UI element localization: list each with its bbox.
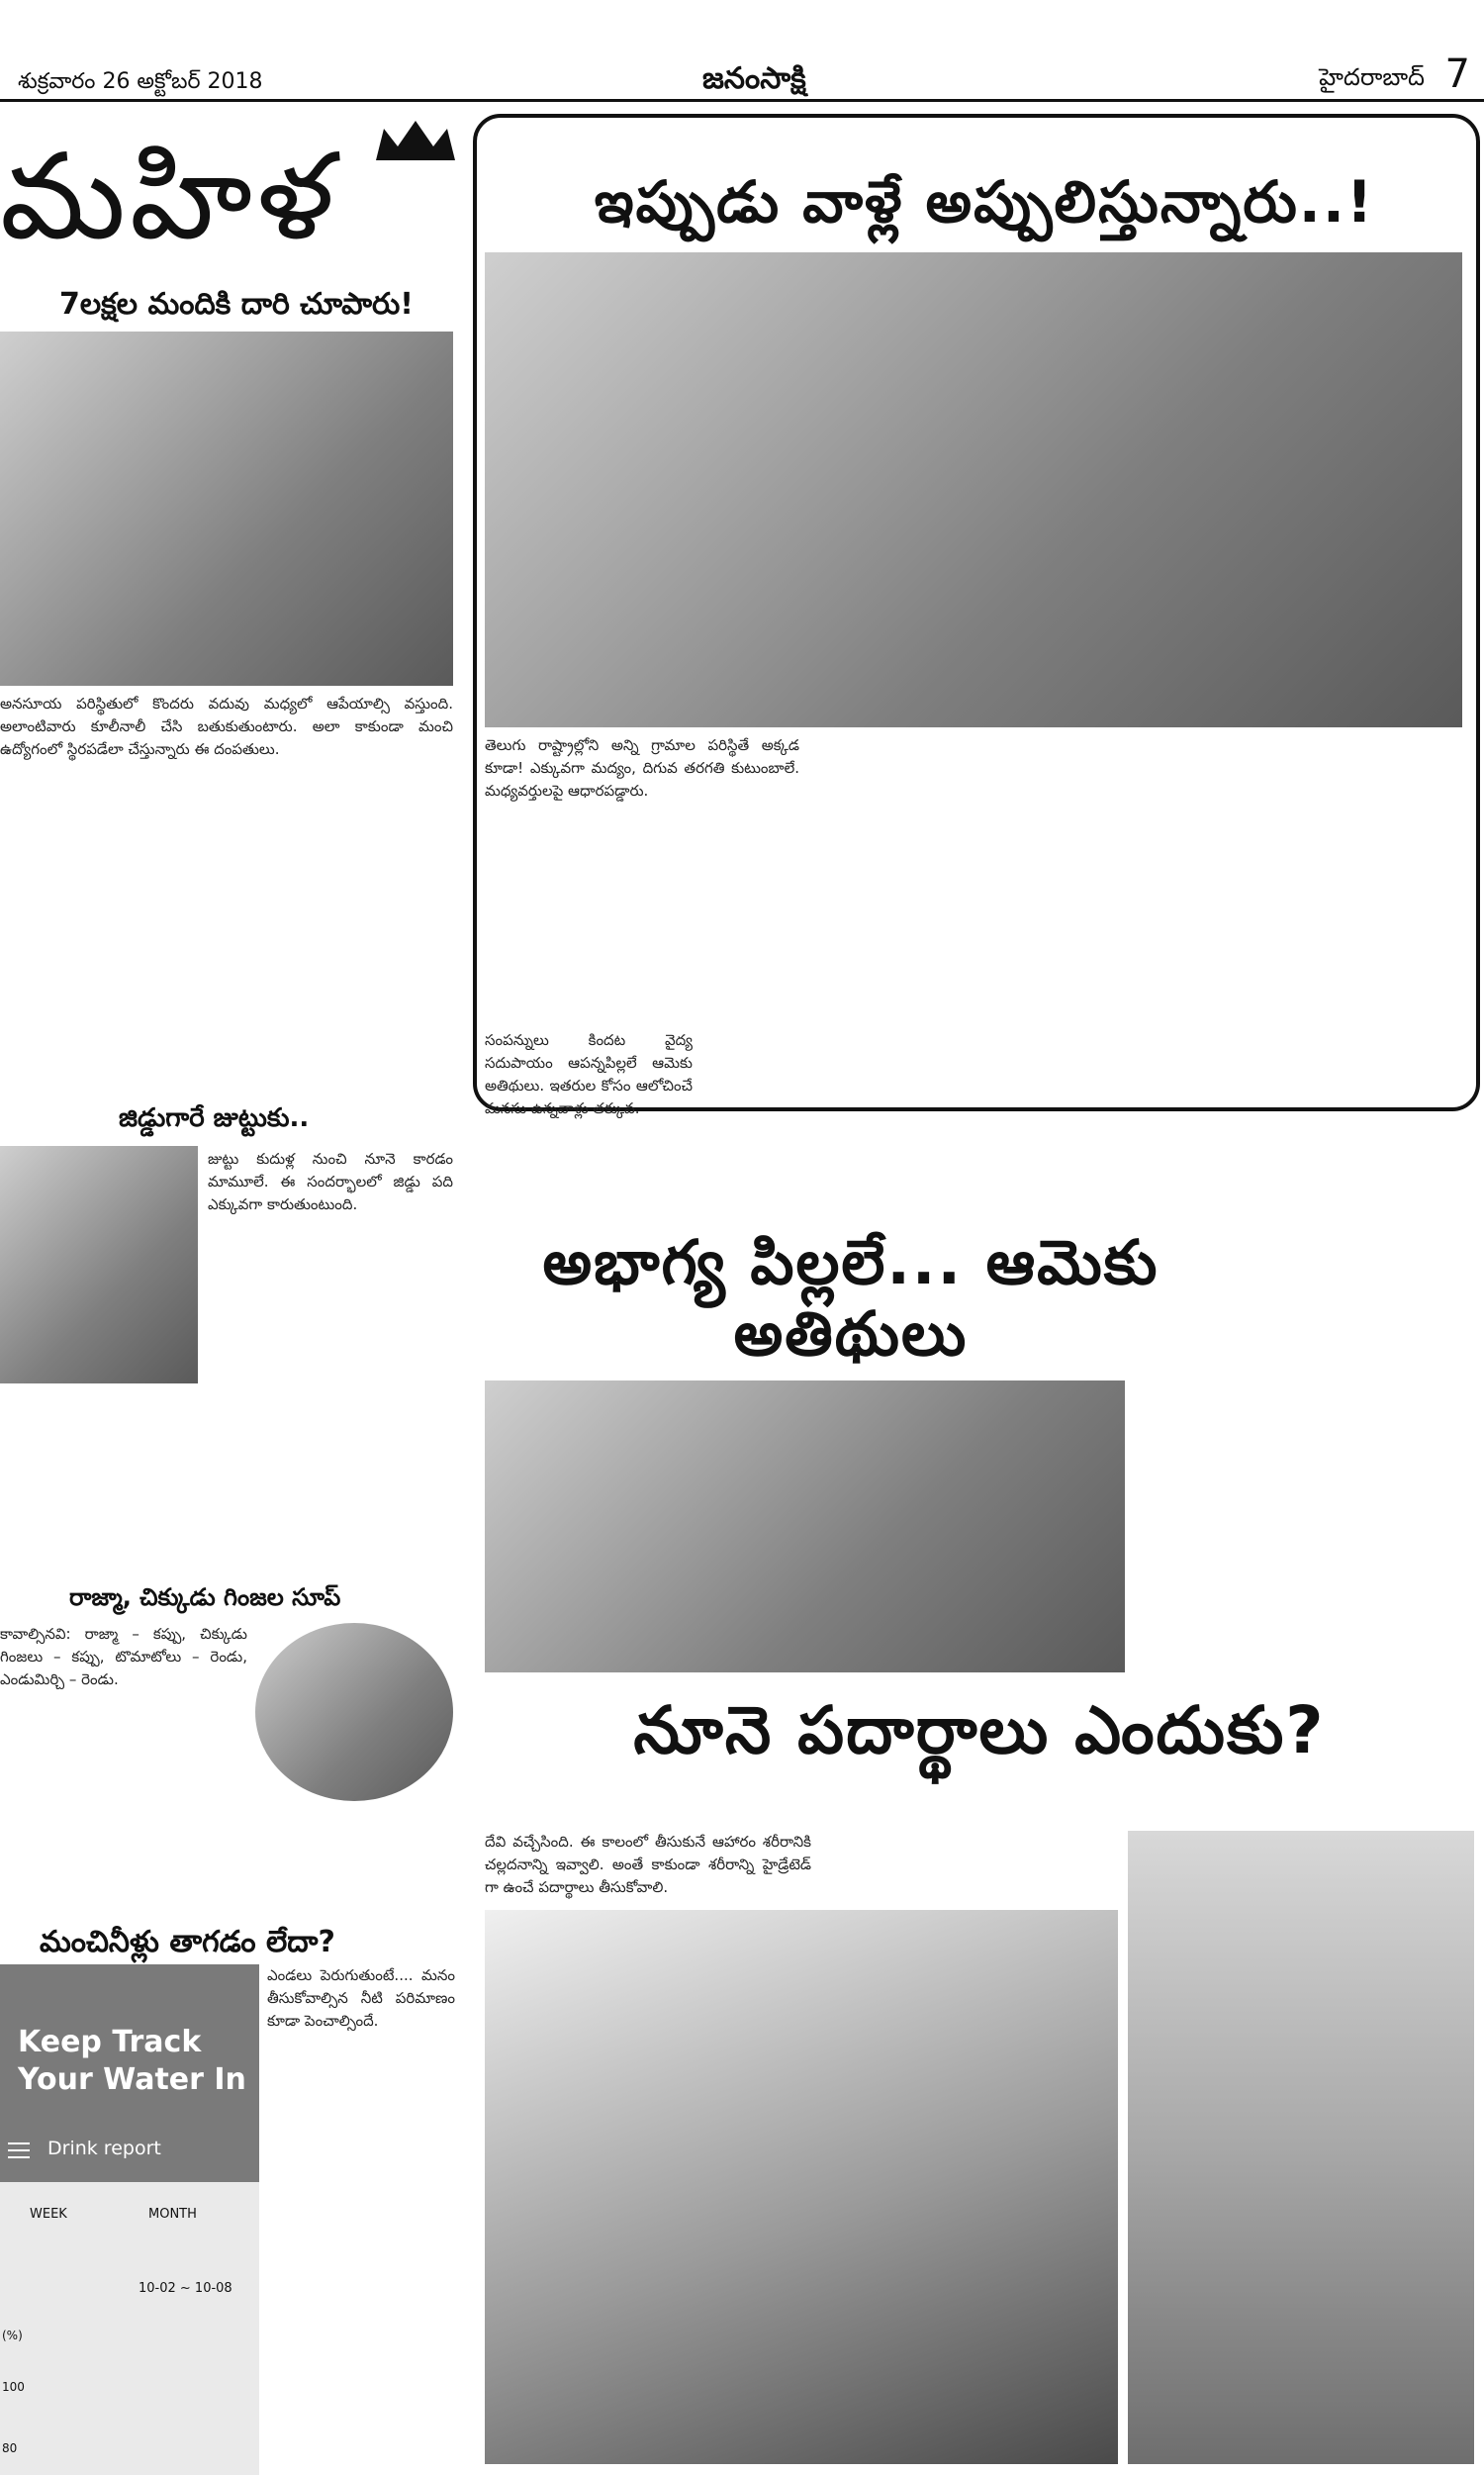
story2-body: జుట్టు కుదుళ్ల నుంచి నూనె కారడం మామూలే. ఈ సందర్భాలలో జిడ్డు పది ఎక్కువగా కారుతుంటుంది. [208, 1150, 453, 1213]
y-axis-unit: (%) [2, 2329, 23, 2342]
page-number: 7 [1444, 51, 1470, 97]
date-range: 10-02 ~ 10-08 [139, 2281, 232, 2296]
story6-body-col2 [1134, 1108, 1470, 1672]
header-date: శుక్రవారం 26 అక్టోబర్ 2018 [18, 69, 263, 94]
y-axis-80: 80 [2, 2441, 18, 2455]
story7-title: నూనె పదార్థాలు ఎందుకు? [633, 1692, 1326, 1768]
story4-title: మంచినీళ్లు తాగడం లేదా? [40, 1925, 335, 1959]
story6-body: సంపన్నులు కిందట వైద్య సదుపాయం ఆపన్నపిల్లలే ఆమెకు అతిథులు. ఇతరుల కోసం ఆలోచించే మనసు ఉన్నవాళ్లు తక్కువ. [485, 1031, 693, 1117]
water-app-screenshot [0, 1964, 259, 2475]
couple-photo [0, 332, 453, 686]
menu-icon[interactable] [8, 2142, 30, 2158]
story5-body: తెలుగు రాష్ట్రాల్లోని అన్ని గ్రామాల పరిస్థితే అక్కడ కూడా! ఎక్కువగా మద్యం, దిగువ తరగతి కుటుంబాలే. మధ్యవర్తులపై ఆధారపడ్డారు. [485, 736, 799, 800]
story5-body-col2 [809, 734, 1124, 1061]
women-group-photo [485, 252, 1462, 727]
y-axis-100: 100 [2, 2380, 25, 2394]
section-masthead: మహిళ [0, 129, 338, 266]
story2-title: జిడ్డుగారే జుట్టుకు.. [119, 1103, 310, 1133]
story3-body: కావాల్సినవి: రాజ్మా – కప్పు, చిక్కుడు గింజలు – కప్పు, టొమాటోలు – రెండు, ఎండుమిర్చి – రెండు. [0, 1625, 247, 1688]
story5-body-col3 [1134, 734, 1460, 1061]
tab-week[interactable]: WEEK [30, 2207, 67, 2222]
app-banner-text: Keep Track Your Water In [18, 2025, 246, 2097]
fruits-photo [485, 1910, 1118, 2464]
newspaper-name: జనంసాక్షి [702, 61, 806, 96]
story5-title: ఇప్పుడు వాళ్లే అప్పులిస్తున్నారు..! [594, 168, 1375, 236]
children-meal-photo [485, 1380, 1125, 1672]
soup-photo [255, 1623, 453, 1801]
story7-body: దేవి వచ్చేసింది. ఈ కాలంలో తీసుకునే ఆహారం శరీరానికి చల్లదనాన్ని ఇవ్వాలి. అంతే కాకుండా శరీరాన్ని హైడ్రేటెడ్ గా ఉంచే పదార్థాలు తీసుకోవాలి. [485, 1833, 811, 1896]
story1-subtitle: 7లక్షల మందికి దారి చూపారు! [59, 287, 414, 322]
menu-label: Drink report [47, 2138, 161, 2159]
story3-title: రాజ్మా, చిక్కుడు గింజల సూప్ [69, 1583, 341, 1611]
story4-body: ఎండలు పెరుగుతుంటే.... మనం తీసుకోవాల్సిన నీటి పరిమాణం కూడా పెంచాల్సిందే. [267, 1966, 455, 2030]
page-header [0, 0, 1484, 99]
crown-icon [376, 121, 455, 160]
header-rule [0, 99, 1484, 102]
story6-title: అభాగ్య పిల్లలే... ఆమెకు అతిథులు [542, 1226, 1159, 1370]
header-city: హైదరాబాద్ [1319, 63, 1425, 91]
model-photo [0, 1146, 198, 1383]
tab-month[interactable]: MONTH [148, 2207, 197, 2222]
woman-hat-photo [1128, 1831, 1474, 2464]
story1-body: అనసూయ పరిస్థితులో కొందరు వదువు మధ్యలో ఆపేయాల్సి వస్తుంది. అలాంటివారు కూలీనాలీ చేసి బతుకుతుంటారు. అలా కాకుండా మంచి ఉద్యోగంలో స్థిరపడేలా చేస్తున్నారు ఈ దంపతులు. [0, 695, 453, 758]
app-banner [0, 1964, 259, 2182]
